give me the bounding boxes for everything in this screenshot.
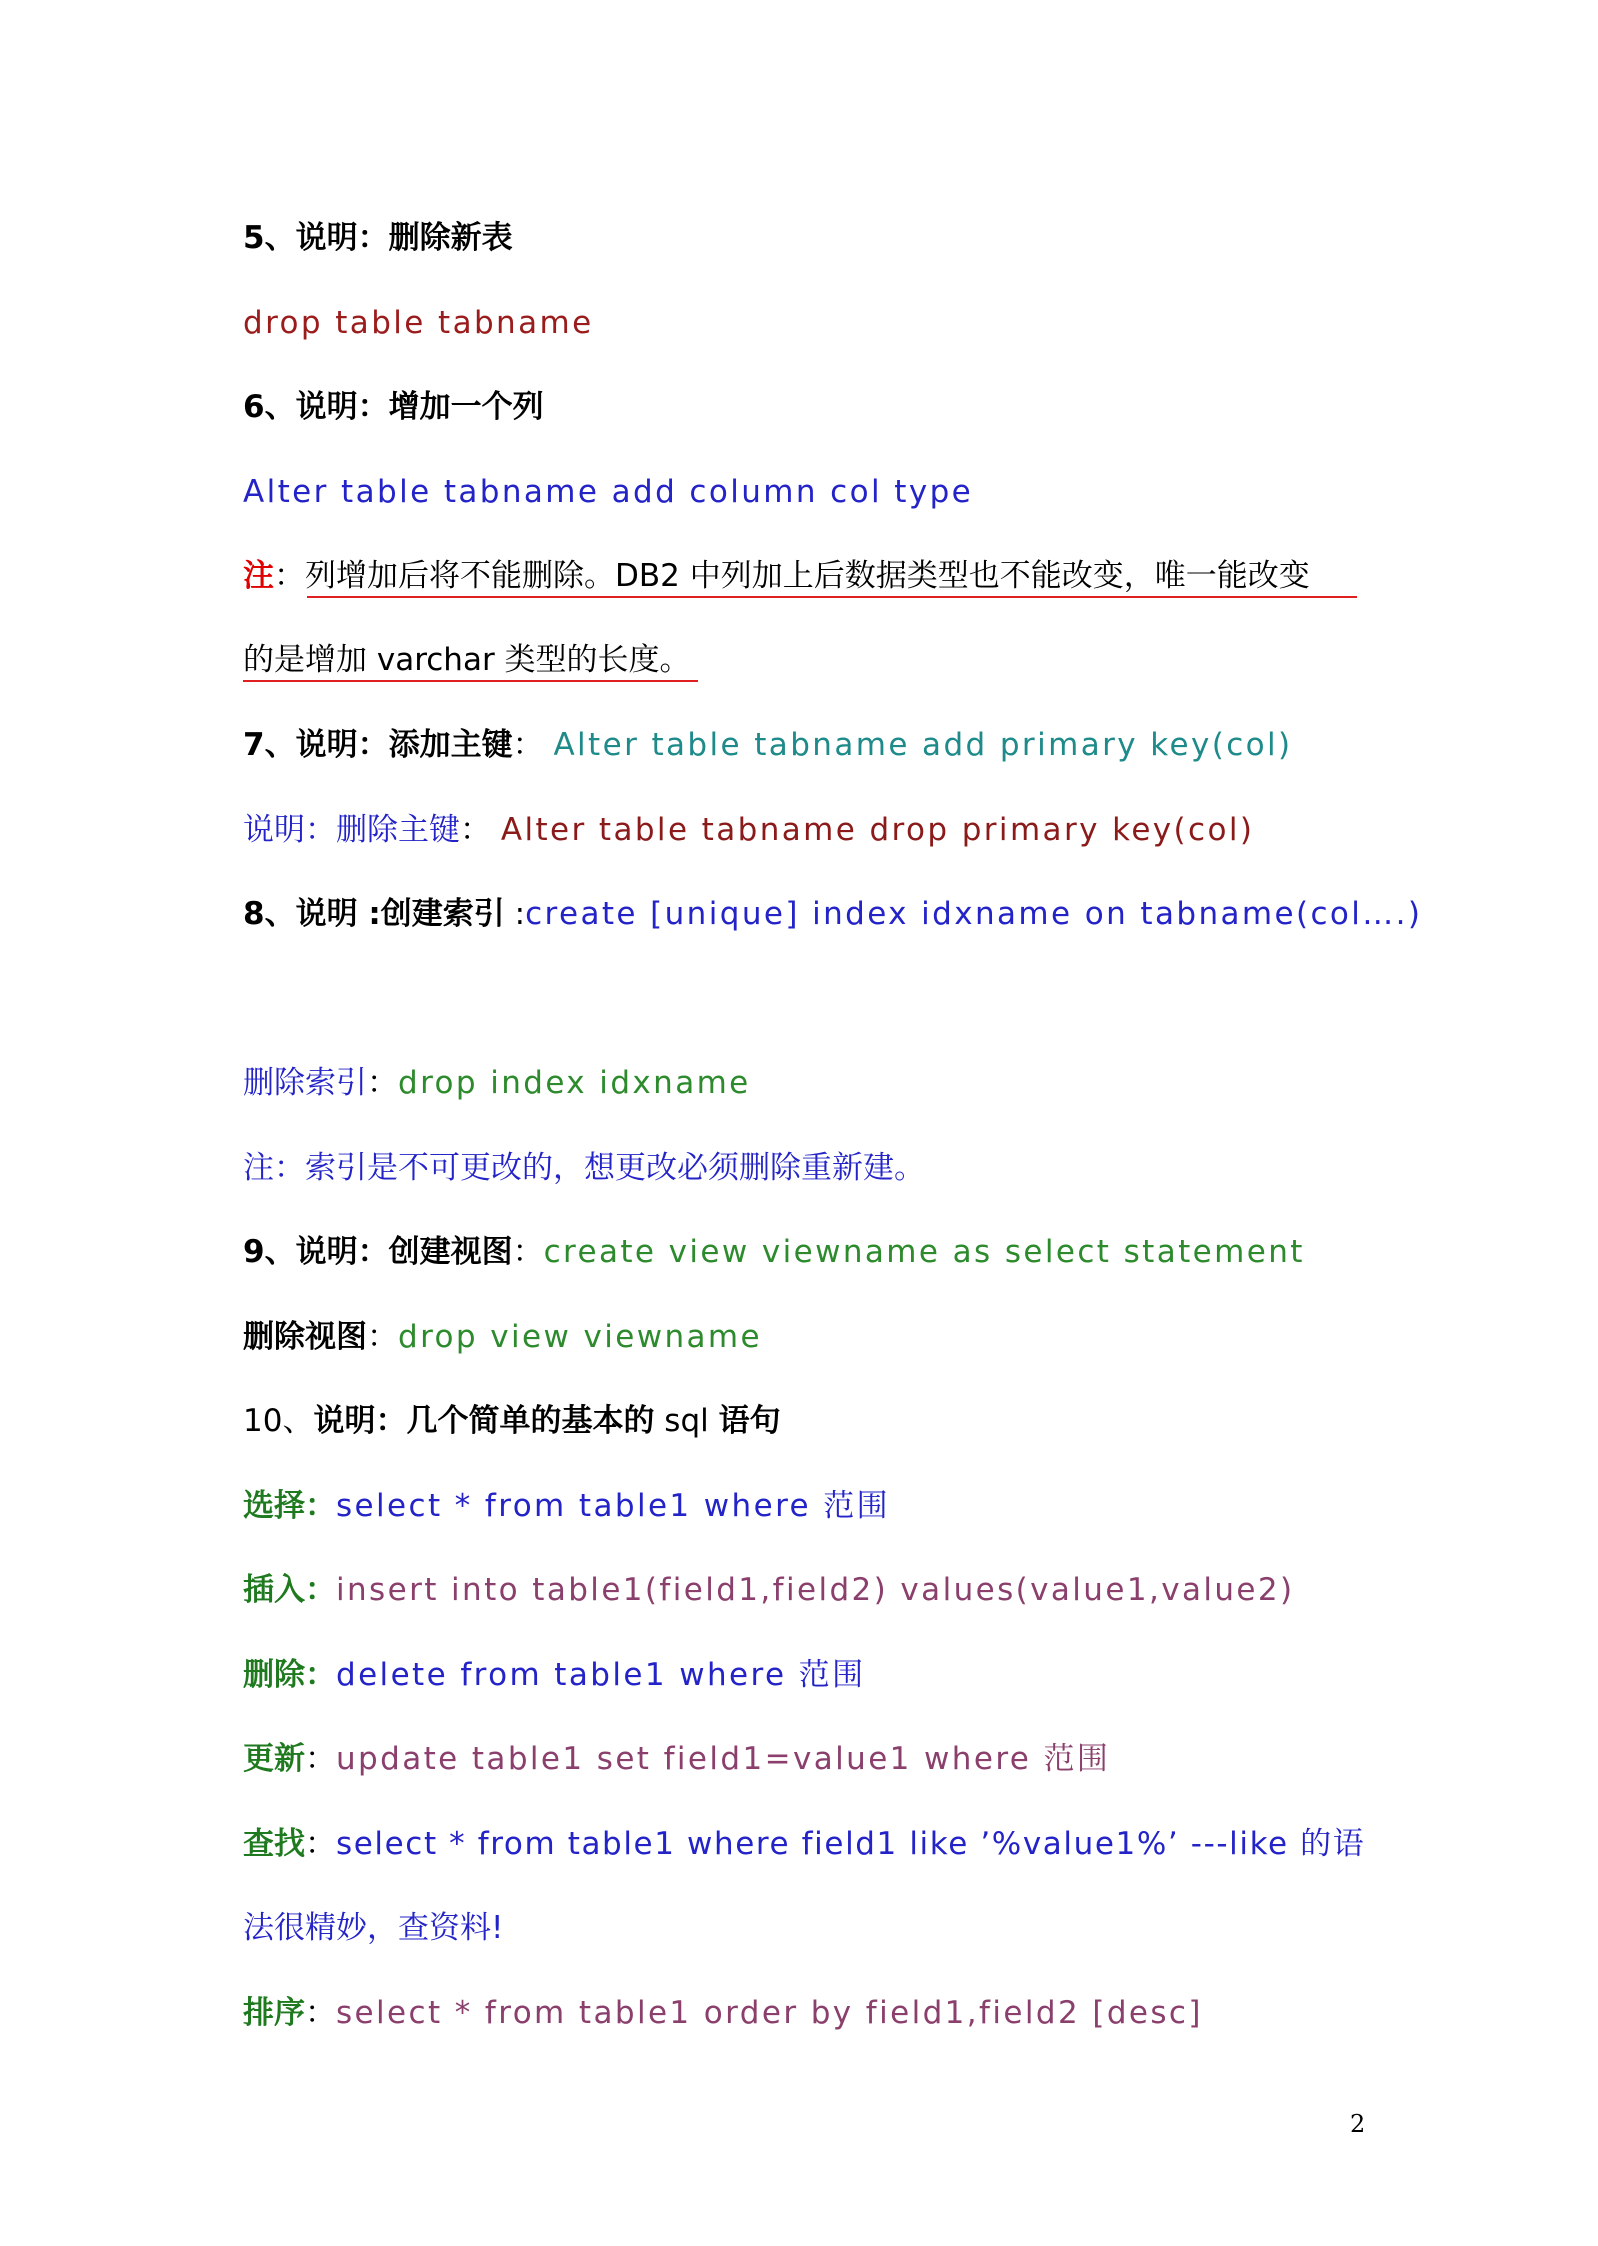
select-code: select * from table1 where 范围 [336, 1488, 891, 1524]
section-7-code2: Alter table tabname drop primary key(col) [500, 812, 1255, 848]
section-10-heading-a: 说明：几个简单的基本的 [313, 1403, 655, 1439]
section-9-line2 [243, 1315, 762, 1359]
note-label: 注 [243, 558, 274, 594]
update-line [243, 1737, 1110, 1781]
section-6-note-line2: 的是增加 varchar 类型的长度。 [243, 642, 691, 678]
separator: ： [367, 1319, 398, 1355]
note-underline-2 [243, 680, 698, 682]
section-6-heading: 6、说明：增加一个列 [243, 389, 544, 425]
find-code-continued: 法很精妙，查资料! [243, 1910, 504, 1946]
section-9-code: create view viewname as select statement [543, 1234, 1305, 1270]
sort-label: 排序 [243, 1995, 305, 2031]
drop-index-code: drop index idxname [398, 1065, 751, 1101]
section-8-note: 注：索引是不可更改的，想更改必须删除重新建。 [243, 1150, 925, 1186]
section-10-heading-sql: sql [654, 1403, 719, 1439]
sort-code: select * from table1 order by field1,field2 [desc] [336, 1995, 1203, 2031]
find-line [243, 1822, 1365, 1866]
section-10-heading [243, 1399, 781, 1443]
delete-label: 删除： [243, 1657, 336, 1693]
section-9-line1 [243, 1230, 1305, 1274]
note-underline-1 [307, 596, 1357, 598]
insert-label: 插入： [243, 1572, 336, 1608]
section-8-heading: 8、说明 :创建索引 [243, 896, 505, 932]
section-8-drop-line [243, 1061, 751, 1105]
separator: : [504, 896, 526, 932]
separator: ： [367, 1065, 398, 1101]
section-8-line1 [243, 892, 1422, 936]
insert-line [243, 1568, 1295, 1612]
page-number: 2 [1350, 2110, 1366, 2138]
section-7-label2: 说明：删除主键 [243, 812, 460, 848]
separator: ： [305, 1826, 336, 1862]
section-7-line1 [243, 723, 1293, 767]
section-5-heading: 5、说明：删除新表 [243, 220, 513, 256]
section-7-code1: Alter table tabname add primary key(col) [553, 727, 1293, 763]
separator: ： [305, 1995, 336, 2031]
delete-line [243, 1653, 865, 1697]
update-code: update table1 set field1=value1 where 范围 [336, 1741, 1111, 1777]
sort-line [243, 1991, 1203, 2035]
section-8-code: create [unique] index idxname on tabname(col….) [525, 896, 1423, 932]
update-label: 更新 [243, 1741, 305, 1777]
delete-code: delete from table1 where 范围 [336, 1657, 866, 1693]
find-code: select * from table1 where field1 like ’%value1%’ ---like 的语 [336, 1826, 1366, 1862]
section-7-line2 [243, 808, 1254, 852]
note-text-1: ：列增加后将不能删除。DB2 中列加上后数据类型也不能改变，唯一能改变 [274, 558, 1310, 594]
drop-view-code: drop view viewname [398, 1319, 762, 1355]
section-6-code: Alter table tabname add column col type [243, 474, 974, 510]
section-10-number: 10、 [243, 1403, 314, 1439]
separator: ： [305, 1741, 336, 1777]
drop-view-label: 删除视图 [243, 1319, 367, 1355]
select-label: 选择： [243, 1488, 336, 1524]
separator: ： [512, 1234, 544, 1270]
find-label: 查找 [243, 1826, 305, 1862]
select-line [243, 1484, 890, 1528]
separator: ： [460, 812, 491, 848]
insert-code: insert into table1(field1,field2) values(value1,value2) [336, 1572, 1295, 1608]
section-6-note-line1 [243, 554, 1310, 598]
separator: ： [512, 727, 544, 763]
section-7-heading: 7、说明：添加主键 [243, 727, 513, 763]
drop-index-label: 删除索引 [243, 1065, 367, 1101]
section-5-code: drop table tabname [243, 305, 594, 341]
section-9-heading: 9、说明：创建视图 [243, 1234, 513, 1270]
section-10-heading-b: 语句 [718, 1403, 781, 1439]
